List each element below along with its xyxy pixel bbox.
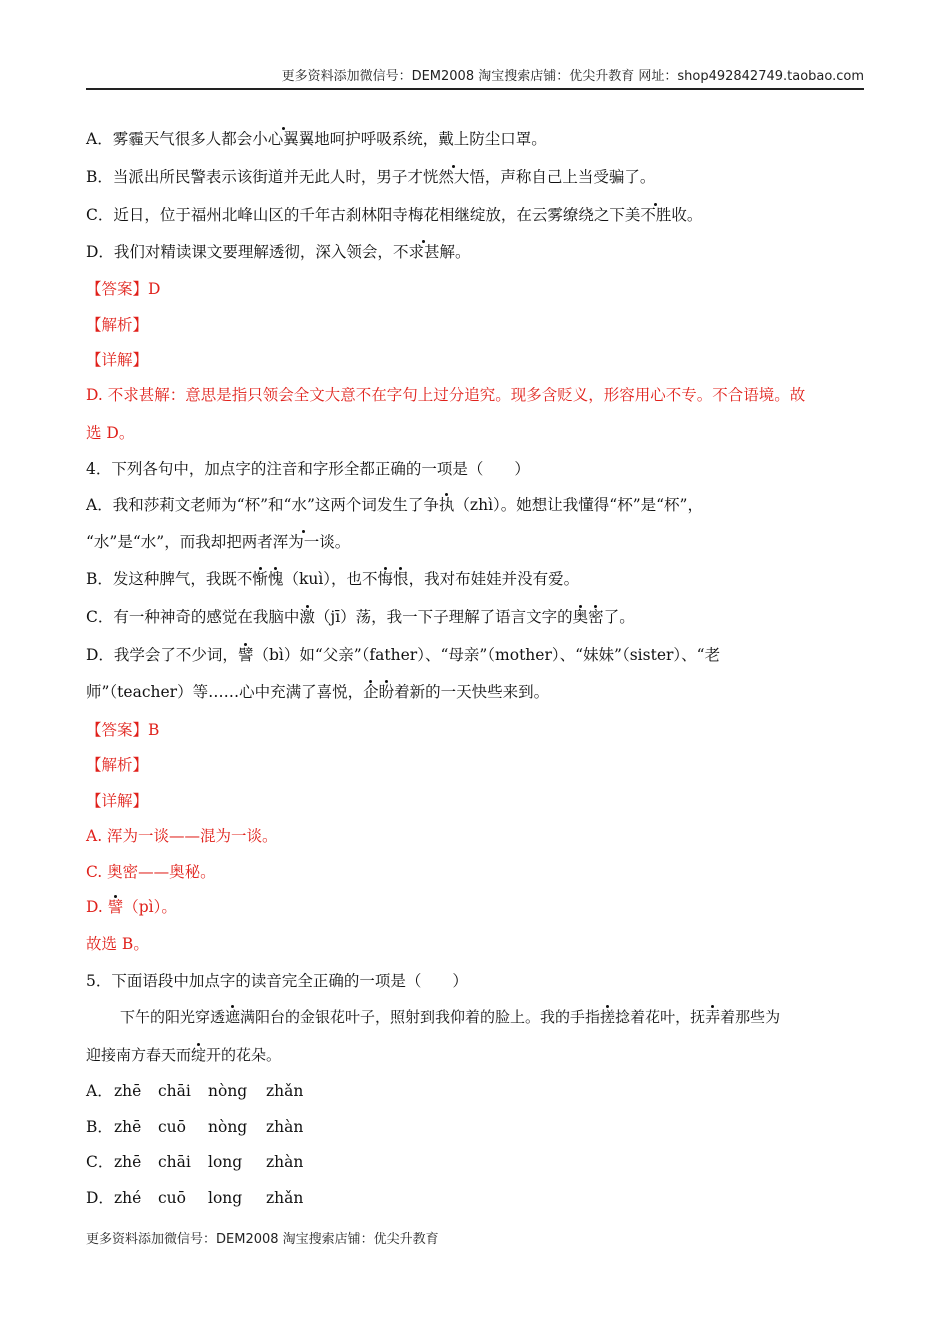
q5-option-a: A．zhē chāi nòng zhǎn	[86, 1082, 304, 1100]
q5-stem: 5．下面语段中加点字的读音完全正确的一项是（ ）	[86, 972, 468, 990]
q4-option-a-line2: “水”是“水”，而我却把两者浑为一谈。	[86, 533, 351, 551]
q5-option-b: B．zhē cuō nòng zhàn	[86, 1118, 304, 1136]
q4-explain-a: A. 浑为一谈——混为一谈。	[86, 827, 278, 845]
q5-passage-line1: 下午的阳光穿透遮满阳台的金银花叶子，照射到我仰着的脸上。我的手指搓捻着花叶，抚弄着那些为	[120, 1008, 781, 1026]
q3-option-b: B．当派出所民警表示该街道并无此人时，男子才恍然大悟，声称自己上当受骗了。	[86, 168, 656, 186]
q4-option-d-line2: 师”（teacher）等……心中充满了喜悦，企盼着新的一天快些来到。	[86, 683, 550, 701]
q3-answer: 【答案】D	[86, 280, 161, 298]
q4-explain-c: C. 奥密——奥秘。	[86, 863, 216, 881]
q3-option-d: D．我们对精读课文要理解透彻，深入领会，不求甚解。	[86, 243, 471, 261]
q4-answer: 【答案】B	[86, 721, 160, 739]
page-footer: 更多资料添加微信号：DEM2008 淘宝搜索店铺：优尖升教育	[86, 1232, 439, 1247]
q4-stem: 4．下列各句中，加点字的注音和字形全都正确的一项是（ ）	[86, 460, 530, 478]
q4-conclusion: 故选 B。	[86, 935, 149, 953]
q4-option-b: B．发这种脾气，我既不惭愧（kuì），也不悔恨，我对布娃娃并没有爱。	[86, 570, 580, 588]
q3-detail: 【详解】	[86, 351, 149, 369]
q3-analysis: 【解析】	[86, 316, 149, 334]
dotted-phrase: 恍然大悟	[422, 168, 485, 186]
q4-option-a-line1: A．我和莎莉文老师为“杯”和“水”这两个词发生了争执（zhì）。她想让我懂得“杯”是“杯”，	[86, 496, 703, 514]
page-header: 更多资料添加微信号：DEM2008 淘宝搜索店铺：优尖升教育 网址：shop492842749.taobao.com	[86, 68, 864, 90]
q4-option-d-line1: D．我学会了不少词，譬（bì）如“父亲”（father）、“母亲”（mother）、“妹妹”（sister）、“老	[86, 646, 721, 664]
q4-option-c: C．有一种神奇的感觉在我脑中激（jī）荡，我一下子理解了语言文字的奥密了。	[86, 608, 635, 626]
dotted-phrase: 美不胜收	[624, 206, 687, 224]
dotted-phrase: 小心翼翼	[252, 130, 315, 148]
q3-explain-line1: D. 不求甚解：意思是指只领会全文大意不在字句上过分追究。现多含贬义，形容用心不专。不合语境。故	[86, 386, 806, 404]
dotted-phrase: 不求甚解	[392, 243, 455, 261]
q3-option-c: C．近日，位于福州北峰山区的千年古刹林阳寺梅花相继绽放，在云雾缭绕之下美不胜收。	[86, 206, 703, 224]
q4-detail: 【详解】	[86, 792, 149, 810]
q5-option-c: C．zhē chāi long zhàn	[86, 1153, 304, 1171]
q3-option-a: A．雾霾天气很多人都会小心翼翼地呵护呼吸系统，戴上防尘口罩。	[86, 130, 547, 148]
q5-option-d: D．zhé cuō long zhǎn	[86, 1189, 304, 1207]
q3-explain-line2: 选 D。	[86, 424, 135, 442]
q4-analysis: 【解析】	[86, 756, 149, 774]
q5-passage-line2: 迎接南方春天而绽开的花朵。	[86, 1046, 282, 1064]
q4-explain-d: D. 譬（pì）。	[86, 898, 177, 916]
